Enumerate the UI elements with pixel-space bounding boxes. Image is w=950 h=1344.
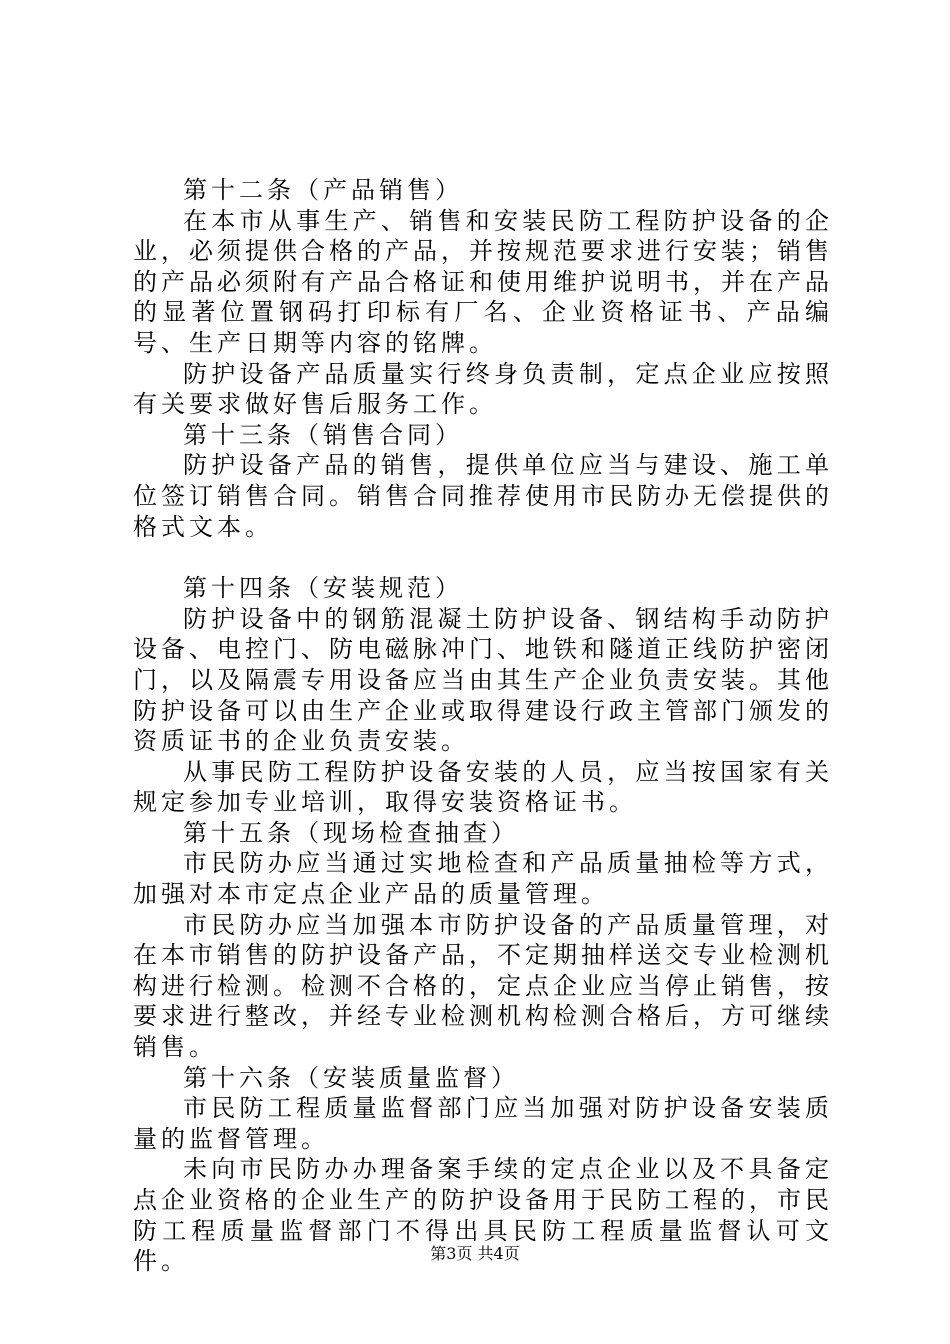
blank-line <box>133 542 833 573</box>
article-12-paragraph-1: 在本市从事生产、销售和安装民防工程防护设备的企业，必须提供合格的产品，并按规范要求进行安装；销售的产品必须附有产品合格证和使用维护说明书，并在产品的显著位置钢码打印标有厂名、企业资格证书、产品编号、生产日期等内容的铭牌。 <box>133 206 833 357</box>
article-12-paragraph-2: 防护设备产品质量实行终身负责制，定点企业应按照有关要求做好售后服务工作。 <box>133 359 833 419</box>
article-15-paragraph-1: 市民防办应当通过实地检查和产品质量抽检等方式，加强对本市定点企业产品的质量管理。 <box>133 849 833 909</box>
page-footer: 第3页 共4页 <box>430 1244 520 1263</box>
article-16-paragraph-2: 未向市民防办办理备案手续的定点企业以及不具备定点企业资格的企业生产的防护设备用于民防工程的，市民防工程质量监督部门不得出具民防工程质量监督认可文件。 <box>133 1155 833 1276</box>
document-body <box>133 175 833 1277</box>
article-14-paragraph-1: 防护设备中的钢筋混凝土防护设备、钢结构手动防护设备、电控门、防电磁脉冲门、地铁和隧道正线防护密闭门，以及隔震专用设备应当由其生产企业负责安装。其他防护设备可以由生产企业或取得建设行政主管部门颁发的资质证书的企业负责安装。 <box>133 604 833 756</box>
article-15-paragraph-2: 市民防办应当加强本市防护设备的产品质量管理，对在本市销售的防护设备产品，不定期抽样送交专业检测机构进行检测。检测不合格的，定点企业应当停止销售，按要求进行整改，并经专业检测机构检测合格后，方可继续销售。 <box>133 910 833 1062</box>
article-14-paragraph-2: 从事民防工程防护设备安装的人员，应当按国家有关规定参加专业培训，取得安装资格证书。 <box>133 757 833 817</box>
article-14-heading: 第十四条（安装规范） <box>183 574 463 603</box>
article-12-heading: 第十二条（产品销售） <box>183 176 463 204</box>
article-13-heading: 第十三条（销售合同） <box>183 420 463 449</box>
article-16-heading: 第十六条（安装质量监督） <box>183 1063 519 1092</box>
article-16-paragraph-1: 市民防工程质量监督部门应当加强对防护设备安装质量的监督管理。 <box>133 1094 833 1153</box>
article-13-paragraph-1: 防护设备产品的销售，提供单位应当与建设、施工单位签订销售合同。销售合同推荐使用市民防办无偿提供的格式文本。 <box>133 451 833 541</box>
article-15-heading: 第十五条（现场检查抽查） <box>183 818 519 847</box>
